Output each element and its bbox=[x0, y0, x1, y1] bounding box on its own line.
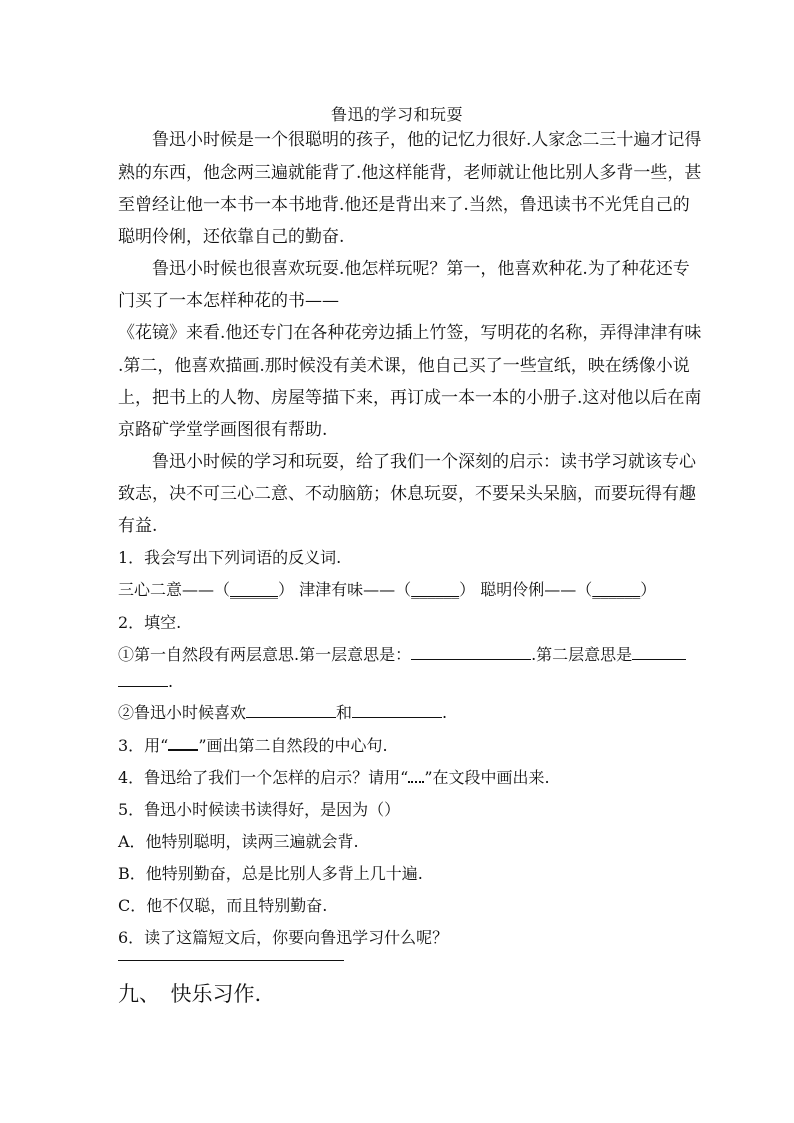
passage-line: 有益. bbox=[118, 516, 158, 536]
passage-title: 鲁迅的学习和玩耍 bbox=[330, 105, 463, 124]
passage-line: 门买了一本怎样种花的书—— bbox=[118, 291, 339, 311]
passage-line: 京路矿学堂学画图很有帮助. bbox=[118, 420, 328, 440]
answer-blank[interactable] bbox=[118, 672, 168, 687]
answer-line[interactable] bbox=[118, 960, 344, 961]
passage-line: 至曾经让他一本书一本书地背.他还是背出来了.当然，鲁迅读书不光凭自己的 bbox=[118, 195, 690, 215]
answer-blank[interactable] bbox=[352, 703, 442, 718]
question-2b: ②鲁迅小时候喜欢 和 . bbox=[118, 703, 448, 722]
option-c[interactable]: C．他不仅聪，而且特别勤奋. bbox=[118, 896, 328, 915]
antonym-item-b: 津津有味——（ bbox=[299, 580, 412, 599]
option-b[interactable]: B．他特别勤奋，总是比别人多背上几十遍. bbox=[118, 864, 423, 883]
passage-line: 聪明伶俐，还依靠自己的勤奋. bbox=[118, 227, 345, 247]
wavy-line-mark bbox=[408, 771, 424, 783]
question-5: 5．鲁迅小时候读书读得好，是因为（） bbox=[118, 800, 401, 819]
question-4: 4．鲁迅给了我们一个怎样的启示？请用“ ”在文段中画出来. bbox=[118, 768, 550, 787]
question-2a: ①第一自然段有两层意思.第一层意思是： .第二层意思是 bbox=[118, 645, 686, 665]
question-1-items: 三心二意——（______） 津津有味——（______） 聪明伶俐——（______） bbox=[118, 580, 657, 599]
section-heading: 九、 快乐习作. bbox=[118, 982, 262, 1006]
answer-blank[interactable] bbox=[632, 645, 686, 660]
question-1: 1．我会写出下列词语的反义词. bbox=[118, 548, 342, 567]
answer-blank[interactable] bbox=[411, 645, 531, 660]
antonym-item-a: 三心二意——（ bbox=[118, 580, 231, 599]
answer-blank[interactable]: ______ bbox=[230, 580, 279, 599]
passage-line: 上，把书上的人物、房屋等描下来，再订成一本一本的小册子.这对他以后在南 bbox=[118, 388, 702, 408]
passage-line: 鲁迅小时候是一个很聪明的孩子，他的记忆力很好.人家念二三十遍才记得 bbox=[118, 130, 702, 150]
passage-line: 鲁迅小时候的学习和玩耍，给了我们一个深刻的启示：读书学习就该专心 bbox=[118, 452, 696, 472]
passage-line: .第二，他喜欢描画.那时候没有美术课，他自己买了一些宣纸，映在绣像小说 bbox=[118, 356, 690, 376]
question-2a-continued: . bbox=[118, 672, 173, 692]
antonym-item-c: 聪明伶俐——（ bbox=[480, 580, 593, 599]
answer-blank[interactable] bbox=[246, 703, 336, 718]
question-6: 6．读了这篇短文后，你要向鲁迅学习什么呢？ bbox=[118, 928, 449, 947]
passage-line: 熟的东西，他念两三遍就能背了.他这样能背，老师就让他比别人多背一些，甚 bbox=[118, 163, 702, 183]
passage-line: 《花镜》来看.他还专门在各种花旁边插上竹签，写明花的名称，弄得津津有味 bbox=[118, 323, 702, 343]
option-a[interactable]: A．他特别聪明，读两三遍就会背. bbox=[118, 832, 359, 851]
passage-line: 致志，决不可三心二意、不动脑筋；休息玩耍，不要呆头呆脑，而要玩得有趣 bbox=[118, 484, 696, 504]
answer-blank[interactable]: ______ bbox=[411, 580, 460, 599]
straight-line-mark bbox=[168, 737, 198, 751]
question-2: 2．填空. bbox=[118, 613, 182, 632]
answer-blank[interactable]: ______ bbox=[592, 580, 641, 599]
passage-line: 鲁迅小时候也很喜欢玩耍.他怎样玩呢？第一，他喜欢种花.为了种花还专 bbox=[118, 259, 690, 279]
question-3: 3．用“ ”画出第二自然段的中心句. bbox=[118, 736, 388, 755]
